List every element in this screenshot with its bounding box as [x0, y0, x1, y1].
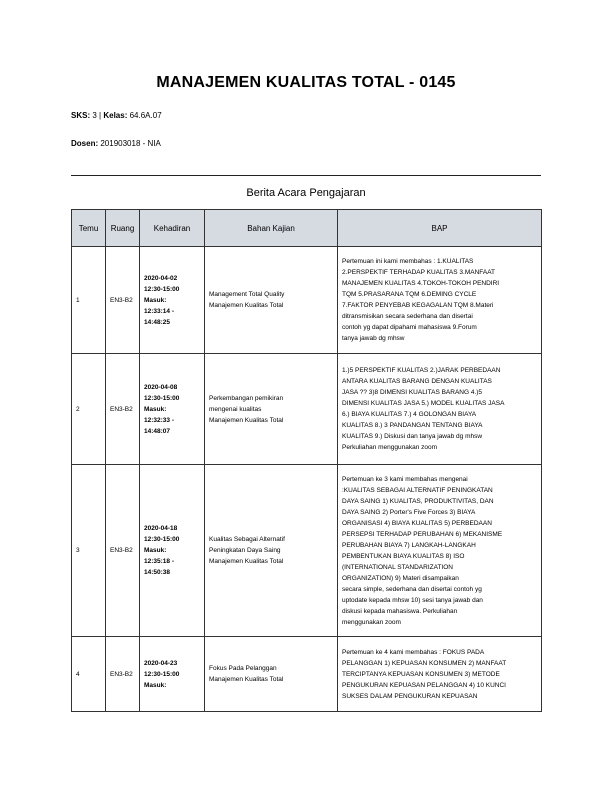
kehadiran-cell	[140, 637, 205, 712]
bap-line: secara simple, sederhana dan disertai contoh yg	[342, 585, 482, 593]
bap-line: 2.PERSPEKTIF TERHADAP KUALITAS 3.MANFAAT	[342, 269, 496, 276]
column-header-kehadiran: Kehadiran	[140, 210, 205, 247]
bahan-kajian-cell	[205, 637, 338, 712]
bap-line: DAYA SAING 2) Porter's Five Forces 3) BIAYA	[342, 508, 476, 516]
ruang-cell: EN3-B2	[106, 354, 140, 465]
attendance-in: 12:33:14 -	[144, 307, 174, 315]
page-title: MANAJEMEN KUALITAS TOTAL - 0145	[156, 74, 456, 91]
bap-line: ORGANIZATION) 9) Materi disampaikan	[342, 574, 459, 582]
attendance-out: 14:48:25	[144, 318, 171, 326]
bap-line: MANAJEMEN KUALITAS 4.TOKOH-TOKOH PENDIRI	[342, 280, 500, 287]
attendance-out: 14:48:07	[144, 427, 171, 435]
bahan-kajian-cell	[205, 465, 338, 637]
bap-line: tanya jawab dg mhsw	[342, 335, 405, 342]
topic-line: Kualitas Sebagai Alternatif	[209, 536, 285, 543]
bap-line: KUALITAS 9.) Diskusi dan tanya jawab dg mhsw	[342, 433, 483, 440]
attendance-date: 2020-04-02	[144, 274, 178, 282]
ruang-cell: EN3-B2	[106, 247, 140, 354]
topic-line: Fokus Pada Pelanggan	[209, 665, 277, 672]
attendance-time: 12:30-15:00	[144, 394, 180, 402]
bap-cell	[338, 354, 542, 465]
bap-line: SUKSES DALAM PENGUKURAN KEPUASAN	[342, 692, 478, 700]
bap-line: uptodate kepada mhsw 10) sesi tanya jawab dan	[342, 596, 483, 604]
bap-line: PENGUKURAN KEPUASAN PELANGGAN 4) 10 KUNCI	[342, 681, 506, 689]
column-header-temu: Temu	[72, 210, 106, 247]
attendance-date: 2020-04-08	[144, 383, 178, 391]
bap-line: ORGANISASI 4) BIAYA KUALITAS 5) PERBEDAAN	[342, 519, 492, 527]
bap-line: Pertemuan ke 3 kami membahas mengenai	[342, 475, 468, 483]
bap-line: Pertemuan ini kami membahas : 1.KUALITAS	[342, 258, 474, 265]
topic-line: Manajemen Kualitas Total	[209, 558, 284, 565]
bap-line: KUALITAS 8.) 3 PANDANGAN TENTANG BIAYA	[342, 422, 483, 429]
dosen-value: 201903018 - NIA	[100, 139, 161, 148]
kehadiran-cell	[140, 465, 205, 637]
attendance-masuk-label: Masuk:	[144, 405, 167, 413]
bahan-kajian-cell	[205, 354, 338, 465]
attendance-date: 2020-04-23	[144, 659, 178, 667]
attendance-date: 2020-04-18	[144, 525, 178, 532]
attendance-time: 12:30-15:00	[144, 670, 180, 678]
bap-line: 7.FAKTOR PENYEBAB KEGAGALAN TQM 8.Materi	[342, 302, 494, 309]
sks-label: SKS:	[71, 111, 91, 120]
bap-line: PERUBAHAN BIAYA 7) LANGKAH-LANGKAH	[342, 541, 476, 549]
kelas-label: Kelas:	[103, 111, 128, 120]
bap-line: diskusi kepada mahasiswa. Perkuliahan	[342, 607, 458, 615]
bap-line: PERSEPSI TERHADAP PERUBAHAN 6) MEKANISME	[342, 530, 503, 538]
topic-line: Manajemen Kualitas Total	[209, 676, 284, 683]
separator: |	[99, 111, 102, 120]
lecturer-meta	[71, 139, 161, 148]
topic-line: Perkembangan pemikiran	[209, 394, 284, 402]
attendance-masuk-label: Masuk:	[144, 681, 167, 689]
temu-cell: 2	[72, 354, 106, 465]
bap-line: contoh yg dapat dipahami mahasiswa 9.Forum	[342, 324, 477, 331]
attendance-masuk-label: Masuk:	[144, 547, 167, 554]
ruang-cell: EN3-B2	[106, 637, 140, 712]
bap-line: 1.)5 PERSPEKTIF KUALITAS 2.)JARAK PERBEDAAN	[342, 367, 501, 374]
table-row	[72, 465, 542, 637]
topic-line: Management Total Quality	[209, 291, 285, 298]
kelas-value: 64.6A.07	[129, 111, 162, 120]
kehadiran-cell	[140, 354, 205, 465]
topic-line: Peningkatan Daya Saing	[209, 547, 281, 554]
table-header-row	[72, 210, 542, 247]
bap-line: DAYA SAING 1) KUALITAS, PRODUKTIVITAS, DAN	[342, 497, 494, 505]
column-header-bahan-kajian: Bahan Kajian	[205, 210, 338, 247]
attendance-in: 12:35:18 -	[144, 558, 174, 565]
attendance-time: 12:30-15:00	[144, 536, 180, 543]
attendance-masuk-label: Masuk:	[144, 296, 167, 304]
divider	[71, 175, 541, 176]
dosen-label: Dosen:	[71, 139, 99, 148]
topic-line: Manajemen Kualitas Total	[209, 302, 284, 309]
bap-line: PEMBENTUKAN BIAYA KUALITAS 8) ISO	[342, 552, 465, 560]
table-row	[72, 247, 542, 354]
bap-line: Perkuliahan menggunakan zoom	[342, 444, 438, 451]
bap-cell	[338, 247, 542, 354]
bap-line: ANTARA KUALITAS BARANG DENGAN KUALITAS	[342, 378, 492, 385]
temu-cell: 1	[72, 247, 106, 354]
bap-cell	[338, 637, 542, 712]
table-row	[72, 637, 542, 712]
attendance-out: 14:50:38	[144, 569, 171, 576]
bap-line: menggunakan zoom	[342, 618, 401, 626]
bap-line: ditransmisikan secara sederhana dan disertai	[342, 313, 473, 320]
bap-line: TERCIPTANYA KEPUASAN KONSUMEN 3) METODE	[342, 670, 500, 678]
bap-line: PELANGGAN 1) KEPUASAN KONSUMEN 2) MANFAAT	[342, 659, 507, 667]
column-header-bap: BAP	[338, 210, 542, 247]
teaching-record-table	[71, 209, 542, 712]
kehadiran-cell	[140, 247, 205, 354]
bahan-kajian-cell	[205, 247, 338, 354]
section-title: Berita Acara Pengajaran	[246, 187, 366, 199]
sks-value: 3	[92, 111, 97, 120]
temu-cell: 4	[72, 637, 106, 712]
bap-line: (INTERNATIONAL STANDARIZATION	[342, 563, 453, 571]
bap-line: Pertemuan ke 4 kami membahas : FOKUS PADA	[342, 648, 485, 656]
ruang-cell: EN3-B2	[106, 465, 140, 637]
course-meta	[71, 111, 162, 120]
topic-line: Manajemen Kualitas Total	[209, 416, 284, 424]
bap-line: 6.) BIAYA KUALITAS 7.) 4 GOLONGAN BIAYA	[342, 411, 477, 418]
bap-line: TQM 5.PRASARANA TQM 6.DEMING CYCLE	[342, 291, 477, 298]
bap-line: DIMENSI KUALITAS JASA 5.) MODEL KUALITAS JASA	[342, 400, 505, 407]
attendance-in: 12:32:33 -	[144, 416, 174, 424]
bap-line: JASA ?? 3)8 DIMENSI KUALITAS BARANG 4.)5	[342, 389, 483, 396]
bap-line: :KUALITAS SEBAGAI ALTERNATIF PENINGKATAN	[342, 486, 493, 494]
temu-cell: 3	[72, 465, 106, 637]
attendance-time: 12:30-15:00	[144, 285, 180, 293]
topic-line: mengenai kualitas	[209, 405, 262, 413]
column-header-ruang: Ruang	[106, 210, 140, 247]
table-row	[72, 354, 542, 465]
bap-cell	[338, 465, 542, 637]
